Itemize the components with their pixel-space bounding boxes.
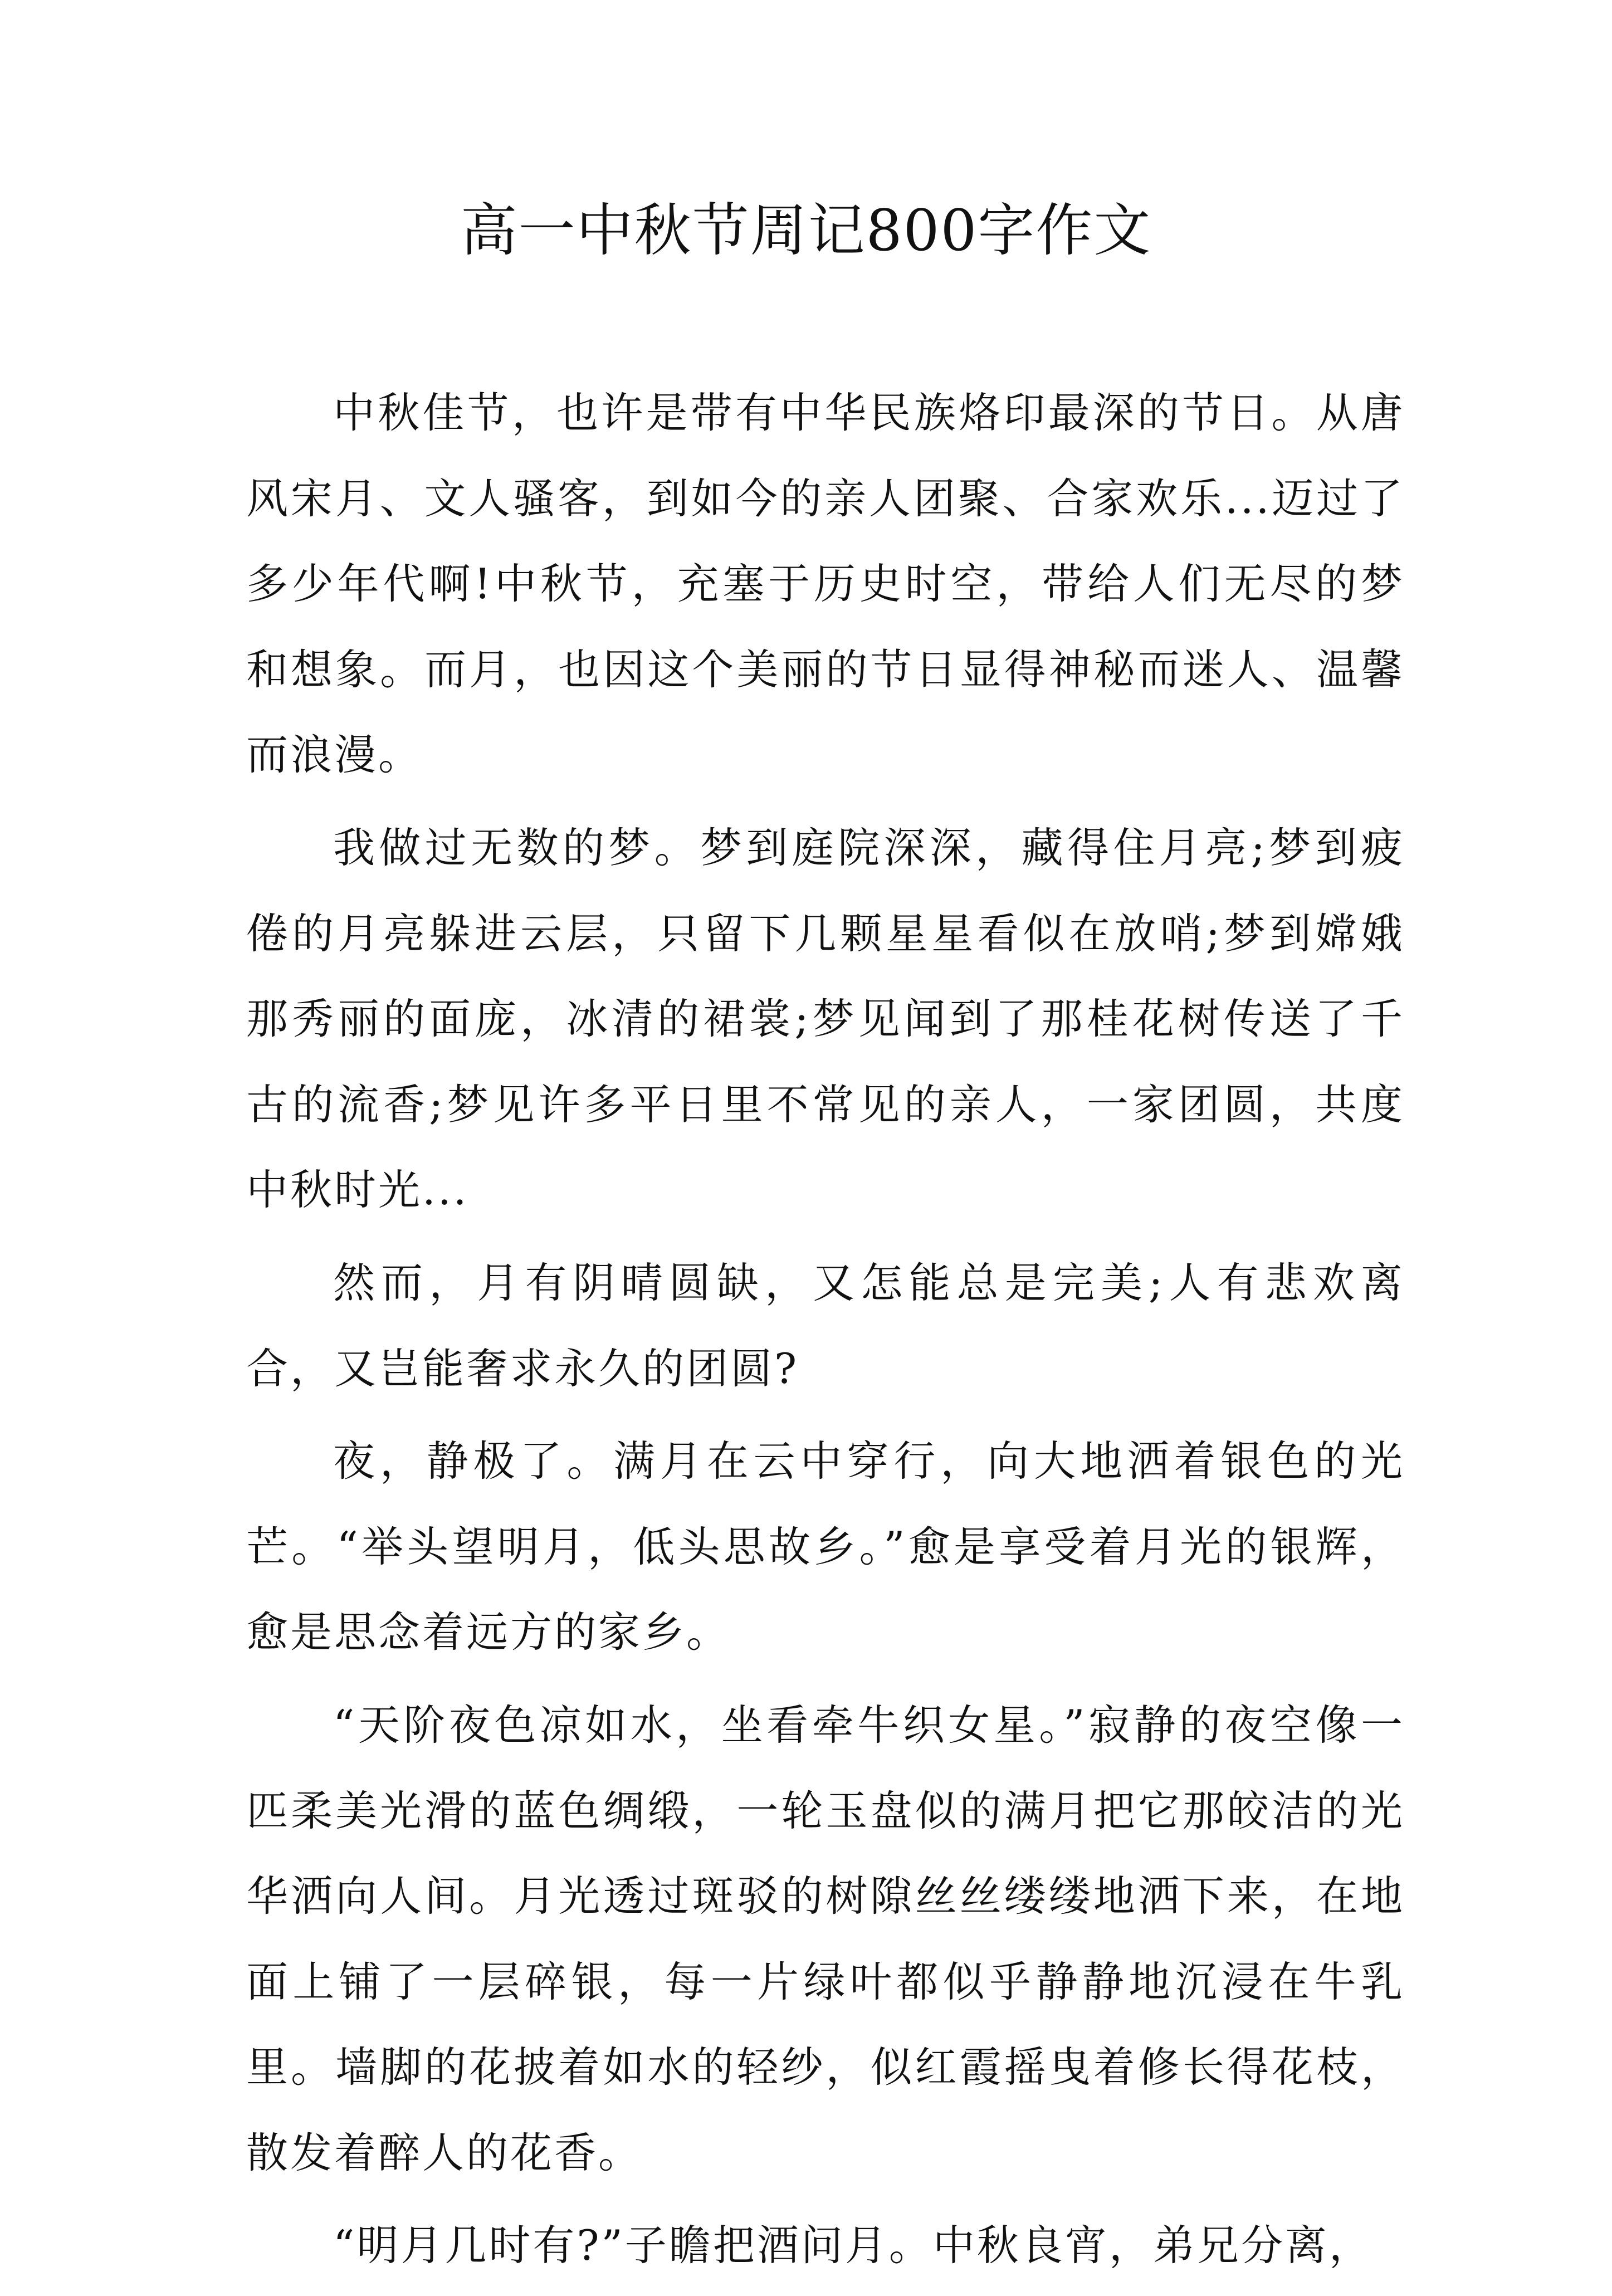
paragraph: 中秋佳节，也许是带有中华民族烙印最深的节日。从唐风宋月、文人骚客，到如今的亲人团聚、合家欢乐...迈过了多少年代啊!中秋节，充塞于历史时空，带给人们无尽的梦和想象。而月，也因这个美丽的节日显得神秘而迷人、温馨而浪漫。 xyxy=(246,388,1405,780)
paragraph: 夜，静极了。满月在云中穿行，向大地洒着银色的光芒。“举头望明月，低头思故乡。”愈是享受着月光的银辉，愈是思念着远方的家乡。 xyxy=(246,1437,1405,1657)
paragraph: 然而，月有阴晴圆缺，又怎能总是完美;人有悲欢离合，又岂能奢求永久的团圆? xyxy=(246,1258,1405,1393)
paragraph: “明月几时有?”子瞻把酒问月。中秋良宵，弟兄分离， xyxy=(333,2221,1373,2270)
paragraph: 我做过无数的梦。梦到庭院深深，藏得住月亮;梦到疲倦的月亮躲进云层，只留下几颗星星看似在放哨;梦到嫦娥那秀丽的面庞，冰清的裙裳;梦见闻到了那桂花树传送了千古的流香;梦见许多平日里不常见的亲人，一家团圆，共度中秋时光... xyxy=(246,823,1405,1215)
paragraph: “天阶夜色凉如水，坐看牵牛织女星。”寂静的夜空像一匹柔美光滑的蓝色绸缎，一轮玉盘似的满月把它那皎洁的光华洒向人间。月光透过斑驳的树隙丝丝缕缕地洒下来，在地面上铺了一层碎银，每一片绿叶都似乎静静地沉浸在牛乳里。墙脚的花披着如水的轻纱，似红霞摇曳着修长得花枝，散发着醉人的花香。 xyxy=(246,1700,1405,2177)
document-title: 高一中秋节周记800字作文 xyxy=(460,198,1152,264)
document-body xyxy=(246,370,1405,2296)
